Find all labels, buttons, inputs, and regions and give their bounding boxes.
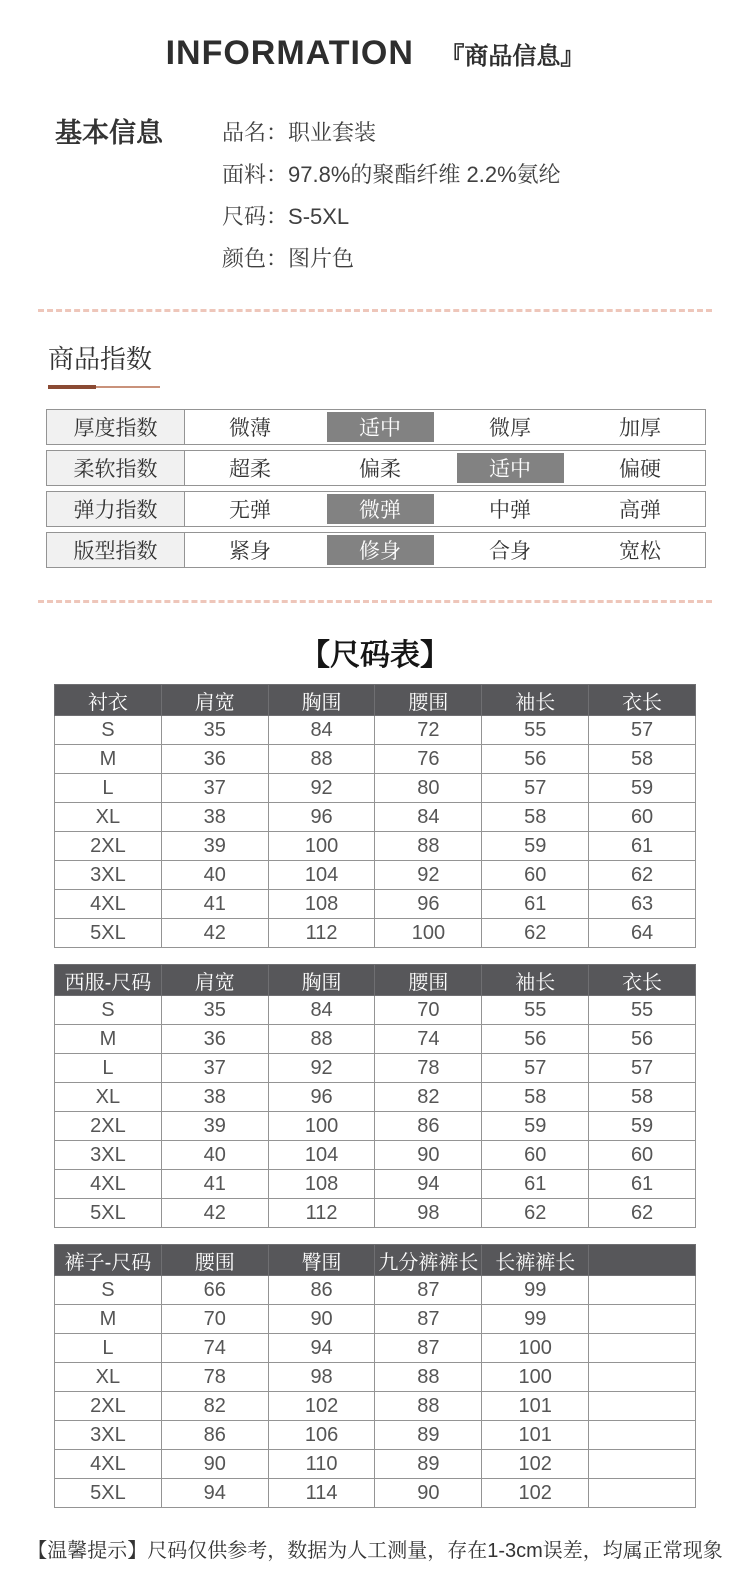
table-cell: M bbox=[55, 1305, 162, 1334]
size-chart-title: 【尺码表】 bbox=[300, 639, 450, 672]
table-cell: 86 bbox=[375, 1112, 482, 1141]
table-cell: 62 bbox=[589, 861, 696, 890]
selected-pill: 微弹 bbox=[327, 494, 434, 524]
table-cell: 59 bbox=[589, 774, 696, 803]
table-cell: M bbox=[55, 1025, 162, 1054]
table-row bbox=[55, 890, 696, 919]
table-cell: 56 bbox=[482, 1025, 589, 1054]
table-cell: 61 bbox=[589, 1170, 696, 1199]
index-table bbox=[46, 409, 706, 568]
table-cell: 60 bbox=[589, 803, 696, 832]
table-cell: 58 bbox=[482, 1083, 589, 1112]
table-cell: 90 bbox=[268, 1305, 375, 1334]
table-cell: 36 bbox=[161, 745, 268, 774]
table-cell: 57 bbox=[589, 716, 696, 745]
table-cell: 88 bbox=[375, 1392, 482, 1421]
index-option: 偏硬 bbox=[619, 458, 661, 481]
info-value: 图片色 bbox=[288, 246, 355, 271]
info-line bbox=[222, 243, 561, 275]
table-row bbox=[55, 1199, 696, 1228]
table-row bbox=[55, 1276, 696, 1305]
table-cell: 37 bbox=[161, 1054, 268, 1083]
table-cell: 98 bbox=[268, 1363, 375, 1392]
selected-pill: 适中 bbox=[457, 453, 564, 483]
column-header: 肩宽 bbox=[161, 965, 268, 996]
table-cell: 59 bbox=[589, 1112, 696, 1141]
column-header: 腰围 bbox=[375, 685, 482, 716]
table-cell: 101 bbox=[482, 1421, 589, 1450]
measurement-notice: 【温馨提示】尺码仅供参考，数据为人工测量，存在1-3cm误差，均属正常现象 bbox=[27, 1540, 723, 1562]
table-cell: S bbox=[55, 996, 162, 1025]
table-cell: 3XL bbox=[55, 1421, 162, 1450]
table-cell: 87 bbox=[375, 1276, 482, 1305]
table-cell: 3XL bbox=[55, 1141, 162, 1170]
header-row bbox=[55, 685, 696, 716]
table-cell bbox=[589, 1392, 696, 1421]
page-header bbox=[0, 0, 750, 73]
table-cell: 66 bbox=[161, 1276, 268, 1305]
index-option-selected bbox=[315, 533, 445, 567]
index-row-label: 版型指数 bbox=[47, 533, 185, 567]
table-cell: 88 bbox=[268, 1025, 375, 1054]
table-row bbox=[55, 803, 696, 832]
index-option: 宽松 bbox=[619, 540, 661, 563]
table-cell: 57 bbox=[482, 774, 589, 803]
column-header: 长裤裤长 bbox=[482, 1245, 589, 1276]
table-cell: 62 bbox=[482, 919, 589, 948]
table-cell: M bbox=[55, 745, 162, 774]
size-tables bbox=[54, 684, 696, 1508]
index-row-label: 柔软指数 bbox=[47, 451, 185, 485]
table-cell: 87 bbox=[375, 1334, 482, 1363]
column-header: 裤子-尺码 bbox=[55, 1245, 162, 1276]
table-cell: 92 bbox=[268, 1054, 375, 1083]
table-cell bbox=[589, 1479, 696, 1508]
table-cell: 102 bbox=[482, 1479, 589, 1508]
table-cell: 36 bbox=[161, 1025, 268, 1054]
info-label: 面料： bbox=[222, 162, 289, 187]
size-table-pants bbox=[54, 1244, 696, 1508]
column-header: 胸围 bbox=[268, 685, 375, 716]
table-row bbox=[55, 1450, 696, 1479]
table-cell: 62 bbox=[482, 1199, 589, 1228]
table-cell: 70 bbox=[375, 996, 482, 1025]
table-cell: 100 bbox=[268, 832, 375, 861]
column-header: 肩宽 bbox=[161, 685, 268, 716]
index-option: 微厚 bbox=[489, 417, 531, 440]
table-cell: 41 bbox=[161, 1170, 268, 1199]
table-cell: 39 bbox=[161, 832, 268, 861]
index-option-selected bbox=[315, 492, 445, 526]
table-cell: 96 bbox=[268, 1083, 375, 1112]
index-option: 超柔 bbox=[229, 458, 271, 481]
column-header: 九分裤裤长 bbox=[375, 1245, 482, 1276]
table-row bbox=[55, 1112, 696, 1141]
table-cell: 84 bbox=[268, 716, 375, 745]
table-cell: 112 bbox=[268, 919, 375, 948]
column-header: 胸围 bbox=[268, 965, 375, 996]
table-cell: 58 bbox=[589, 745, 696, 774]
table-cell: S bbox=[55, 716, 162, 745]
table-cell: 56 bbox=[482, 745, 589, 774]
table-cell: 94 bbox=[268, 1334, 375, 1363]
table-cell: 39 bbox=[161, 1112, 268, 1141]
page-title: INFORMATION bbox=[165, 34, 414, 72]
table-cell: 55 bbox=[482, 716, 589, 745]
info-line bbox=[222, 117, 561, 149]
info-label: 颜色： bbox=[222, 246, 289, 271]
info-value: S-5XL bbox=[288, 204, 350, 229]
table-cell: 106 bbox=[268, 1421, 375, 1450]
index-option-selected bbox=[315, 410, 445, 444]
table-row bbox=[55, 1392, 696, 1421]
table-cell bbox=[589, 1450, 696, 1479]
table-cell: 101 bbox=[482, 1392, 589, 1421]
table-cell: 5XL bbox=[55, 1199, 162, 1228]
index-option: 高弹 bbox=[619, 499, 661, 522]
table-row bbox=[55, 861, 696, 890]
table-cell: 86 bbox=[268, 1276, 375, 1305]
column-header: 衣长 bbox=[589, 965, 696, 996]
table-cell bbox=[589, 1363, 696, 1392]
index-option: 合身 bbox=[489, 540, 531, 563]
table-cell: S bbox=[55, 1276, 162, 1305]
table-cell: 100 bbox=[268, 1112, 375, 1141]
info-line bbox=[222, 159, 561, 191]
table-cell: 99 bbox=[482, 1276, 589, 1305]
page-subtitle: 『商品信息』 bbox=[440, 43, 585, 70]
table-cell: 82 bbox=[375, 1083, 482, 1112]
table-cell: 5XL bbox=[55, 919, 162, 948]
column-header: 衬衣 bbox=[55, 685, 162, 716]
table-cell: 94 bbox=[161, 1479, 268, 1508]
table-cell: 2XL bbox=[55, 1112, 162, 1141]
table-cell: 84 bbox=[375, 803, 482, 832]
title-underline bbox=[48, 385, 160, 389]
table-cell: 100 bbox=[375, 919, 482, 948]
table-row bbox=[55, 1054, 696, 1083]
table-cell: 90 bbox=[161, 1450, 268, 1479]
table-cell: 59 bbox=[482, 1112, 589, 1141]
table-cell: 57 bbox=[482, 1054, 589, 1083]
table-cell: 41 bbox=[161, 890, 268, 919]
table-cell: 112 bbox=[268, 1199, 375, 1228]
index-option: 紧身 bbox=[229, 540, 271, 563]
table-cell: 76 bbox=[375, 745, 482, 774]
table-cell: 78 bbox=[375, 1054, 482, 1083]
index-option: 微薄 bbox=[229, 417, 271, 440]
table-cell: 3XL bbox=[55, 861, 162, 890]
basic-info-lines bbox=[222, 117, 561, 285]
table-cell bbox=[589, 1276, 696, 1305]
column-header: 衣长 bbox=[589, 685, 696, 716]
table-cell: XL bbox=[55, 1363, 162, 1392]
table-cell: 114 bbox=[268, 1479, 375, 1508]
table-row bbox=[55, 1141, 696, 1170]
column-header: 臀围 bbox=[268, 1245, 375, 1276]
info-value: 97.8%的聚酯纤维 2.2%氨纶 bbox=[288, 162, 561, 187]
index-row-label: 厚度指数 bbox=[47, 410, 185, 444]
table-cell: 94 bbox=[375, 1170, 482, 1199]
column-header bbox=[589, 1245, 696, 1276]
table-cell: 84 bbox=[268, 996, 375, 1025]
dashed-divider bbox=[38, 309, 712, 312]
table-cell: 88 bbox=[375, 1363, 482, 1392]
table-cell: 70 bbox=[161, 1305, 268, 1334]
table-cell: 64 bbox=[589, 919, 696, 948]
table-cell: 38 bbox=[161, 803, 268, 832]
column-header: 腰围 bbox=[375, 965, 482, 996]
table-cell bbox=[589, 1421, 696, 1450]
table-row bbox=[55, 1363, 696, 1392]
header-row bbox=[55, 1245, 696, 1276]
table-row bbox=[55, 1305, 696, 1334]
table-cell: 57 bbox=[589, 1054, 696, 1083]
selected-pill: 修身 bbox=[327, 535, 434, 565]
table-cell: 58 bbox=[589, 1083, 696, 1112]
column-header: 西服-尺码 bbox=[55, 965, 162, 996]
table-cell: 87 bbox=[375, 1305, 482, 1334]
table-cell: 35 bbox=[161, 996, 268, 1025]
table-cell: 4XL bbox=[55, 1450, 162, 1479]
table-cell: XL bbox=[55, 803, 162, 832]
index-row bbox=[46, 409, 706, 445]
table-cell: 92 bbox=[375, 861, 482, 890]
table-cell: 35 bbox=[161, 716, 268, 745]
table-cell: 42 bbox=[161, 919, 268, 948]
table-cell: 2XL bbox=[55, 832, 162, 861]
index-option: 中弹 bbox=[489, 499, 531, 522]
table-row bbox=[55, 745, 696, 774]
table-row bbox=[55, 1025, 696, 1054]
table-cell: 100 bbox=[482, 1334, 589, 1363]
info-label: 尺码： bbox=[222, 204, 289, 229]
table-cell: 74 bbox=[161, 1334, 268, 1363]
info-value: 职业套装 bbox=[288, 120, 377, 145]
table-cell: 2XL bbox=[55, 1392, 162, 1421]
table-cell: 98 bbox=[375, 1199, 482, 1228]
index-row bbox=[46, 491, 706, 527]
index-option: 偏柔 bbox=[359, 458, 401, 481]
table-cell: 74 bbox=[375, 1025, 482, 1054]
table-cell: 37 bbox=[161, 774, 268, 803]
column-header: 袖长 bbox=[482, 965, 589, 996]
table-cell: 96 bbox=[268, 803, 375, 832]
index-section-title: 商品指数 bbox=[48, 344, 153, 374]
table-row bbox=[55, 996, 696, 1025]
table-cell: 61 bbox=[482, 890, 589, 919]
table-cell: 104 bbox=[268, 861, 375, 890]
table-cell: 78 bbox=[161, 1363, 268, 1392]
table-cell: 40 bbox=[161, 1141, 268, 1170]
table-cell: L bbox=[55, 1054, 162, 1083]
info-label: 品名： bbox=[222, 120, 289, 145]
table-cell: 89 bbox=[375, 1450, 482, 1479]
index-option-selected bbox=[445, 451, 575, 485]
column-header: 袖长 bbox=[482, 685, 589, 716]
table-row bbox=[55, 1479, 696, 1508]
index-row bbox=[46, 532, 706, 568]
table-cell: 102 bbox=[482, 1450, 589, 1479]
basic-info-section bbox=[55, 117, 750, 285]
table-row bbox=[55, 832, 696, 861]
table-cell: 96 bbox=[375, 890, 482, 919]
size-table-shirt bbox=[54, 684, 696, 948]
table-cell: 89 bbox=[375, 1421, 482, 1450]
table-cell: 56 bbox=[589, 1025, 696, 1054]
table-cell: 82 bbox=[161, 1392, 268, 1421]
table-cell bbox=[589, 1305, 696, 1334]
index-option: 加厚 bbox=[619, 417, 661, 440]
table-row bbox=[55, 1421, 696, 1450]
table-cell: 4XL bbox=[55, 1170, 162, 1199]
table-cell: 110 bbox=[268, 1450, 375, 1479]
table-cell: 55 bbox=[589, 996, 696, 1025]
column-header: 腰围 bbox=[161, 1245, 268, 1276]
table-cell: 90 bbox=[375, 1479, 482, 1508]
dashed-divider bbox=[38, 600, 712, 603]
table-cell: 63 bbox=[589, 890, 696, 919]
table-cell: 72 bbox=[375, 716, 482, 745]
table-cell bbox=[589, 1334, 696, 1363]
underline-dark-segment bbox=[48, 385, 96, 389]
table-cell: 102 bbox=[268, 1392, 375, 1421]
table-row bbox=[55, 919, 696, 948]
table-cell: 5XL bbox=[55, 1479, 162, 1508]
table-cell: 60 bbox=[482, 1141, 589, 1170]
table-cell: 86 bbox=[161, 1421, 268, 1450]
index-row bbox=[46, 450, 706, 486]
selected-pill: 适中 bbox=[327, 412, 434, 442]
table-cell: 80 bbox=[375, 774, 482, 803]
table-cell: 60 bbox=[589, 1141, 696, 1170]
table-cell: 42 bbox=[161, 1199, 268, 1228]
table-cell: 40 bbox=[161, 861, 268, 890]
table-row bbox=[55, 1083, 696, 1112]
table-cell: 4XL bbox=[55, 890, 162, 919]
info-line bbox=[222, 201, 561, 233]
table-cell: XL bbox=[55, 1083, 162, 1112]
table-cell: 88 bbox=[268, 745, 375, 774]
table-cell: 55 bbox=[482, 996, 589, 1025]
basic-info-title: 基本信息 bbox=[55, 118, 163, 148]
table-cell: 99 bbox=[482, 1305, 589, 1334]
table-row bbox=[55, 716, 696, 745]
table-row bbox=[55, 1170, 696, 1199]
table-cell: L bbox=[55, 774, 162, 803]
index-option: 无弹 bbox=[229, 499, 271, 522]
table-cell: 92 bbox=[268, 774, 375, 803]
header-row bbox=[55, 965, 696, 996]
table-cell: L bbox=[55, 1334, 162, 1363]
table-cell: 59 bbox=[482, 832, 589, 861]
table-row bbox=[55, 1334, 696, 1363]
table-cell: 60 bbox=[482, 861, 589, 890]
table-cell: 88 bbox=[375, 832, 482, 861]
table-cell: 104 bbox=[268, 1141, 375, 1170]
underline-light-segment bbox=[96, 386, 160, 388]
table-cell: 100 bbox=[482, 1363, 589, 1392]
table-cell: 62 bbox=[589, 1199, 696, 1228]
index-row-label: 弹力指数 bbox=[47, 492, 185, 526]
table-cell: 90 bbox=[375, 1141, 482, 1170]
table-row bbox=[55, 774, 696, 803]
size-table-suit bbox=[54, 964, 696, 1228]
table-cell: 108 bbox=[268, 890, 375, 919]
table-cell: 58 bbox=[482, 803, 589, 832]
table-cell: 38 bbox=[161, 1083, 268, 1112]
table-cell: 108 bbox=[268, 1170, 375, 1199]
table-cell: 61 bbox=[589, 832, 696, 861]
table-cell: 61 bbox=[482, 1170, 589, 1199]
